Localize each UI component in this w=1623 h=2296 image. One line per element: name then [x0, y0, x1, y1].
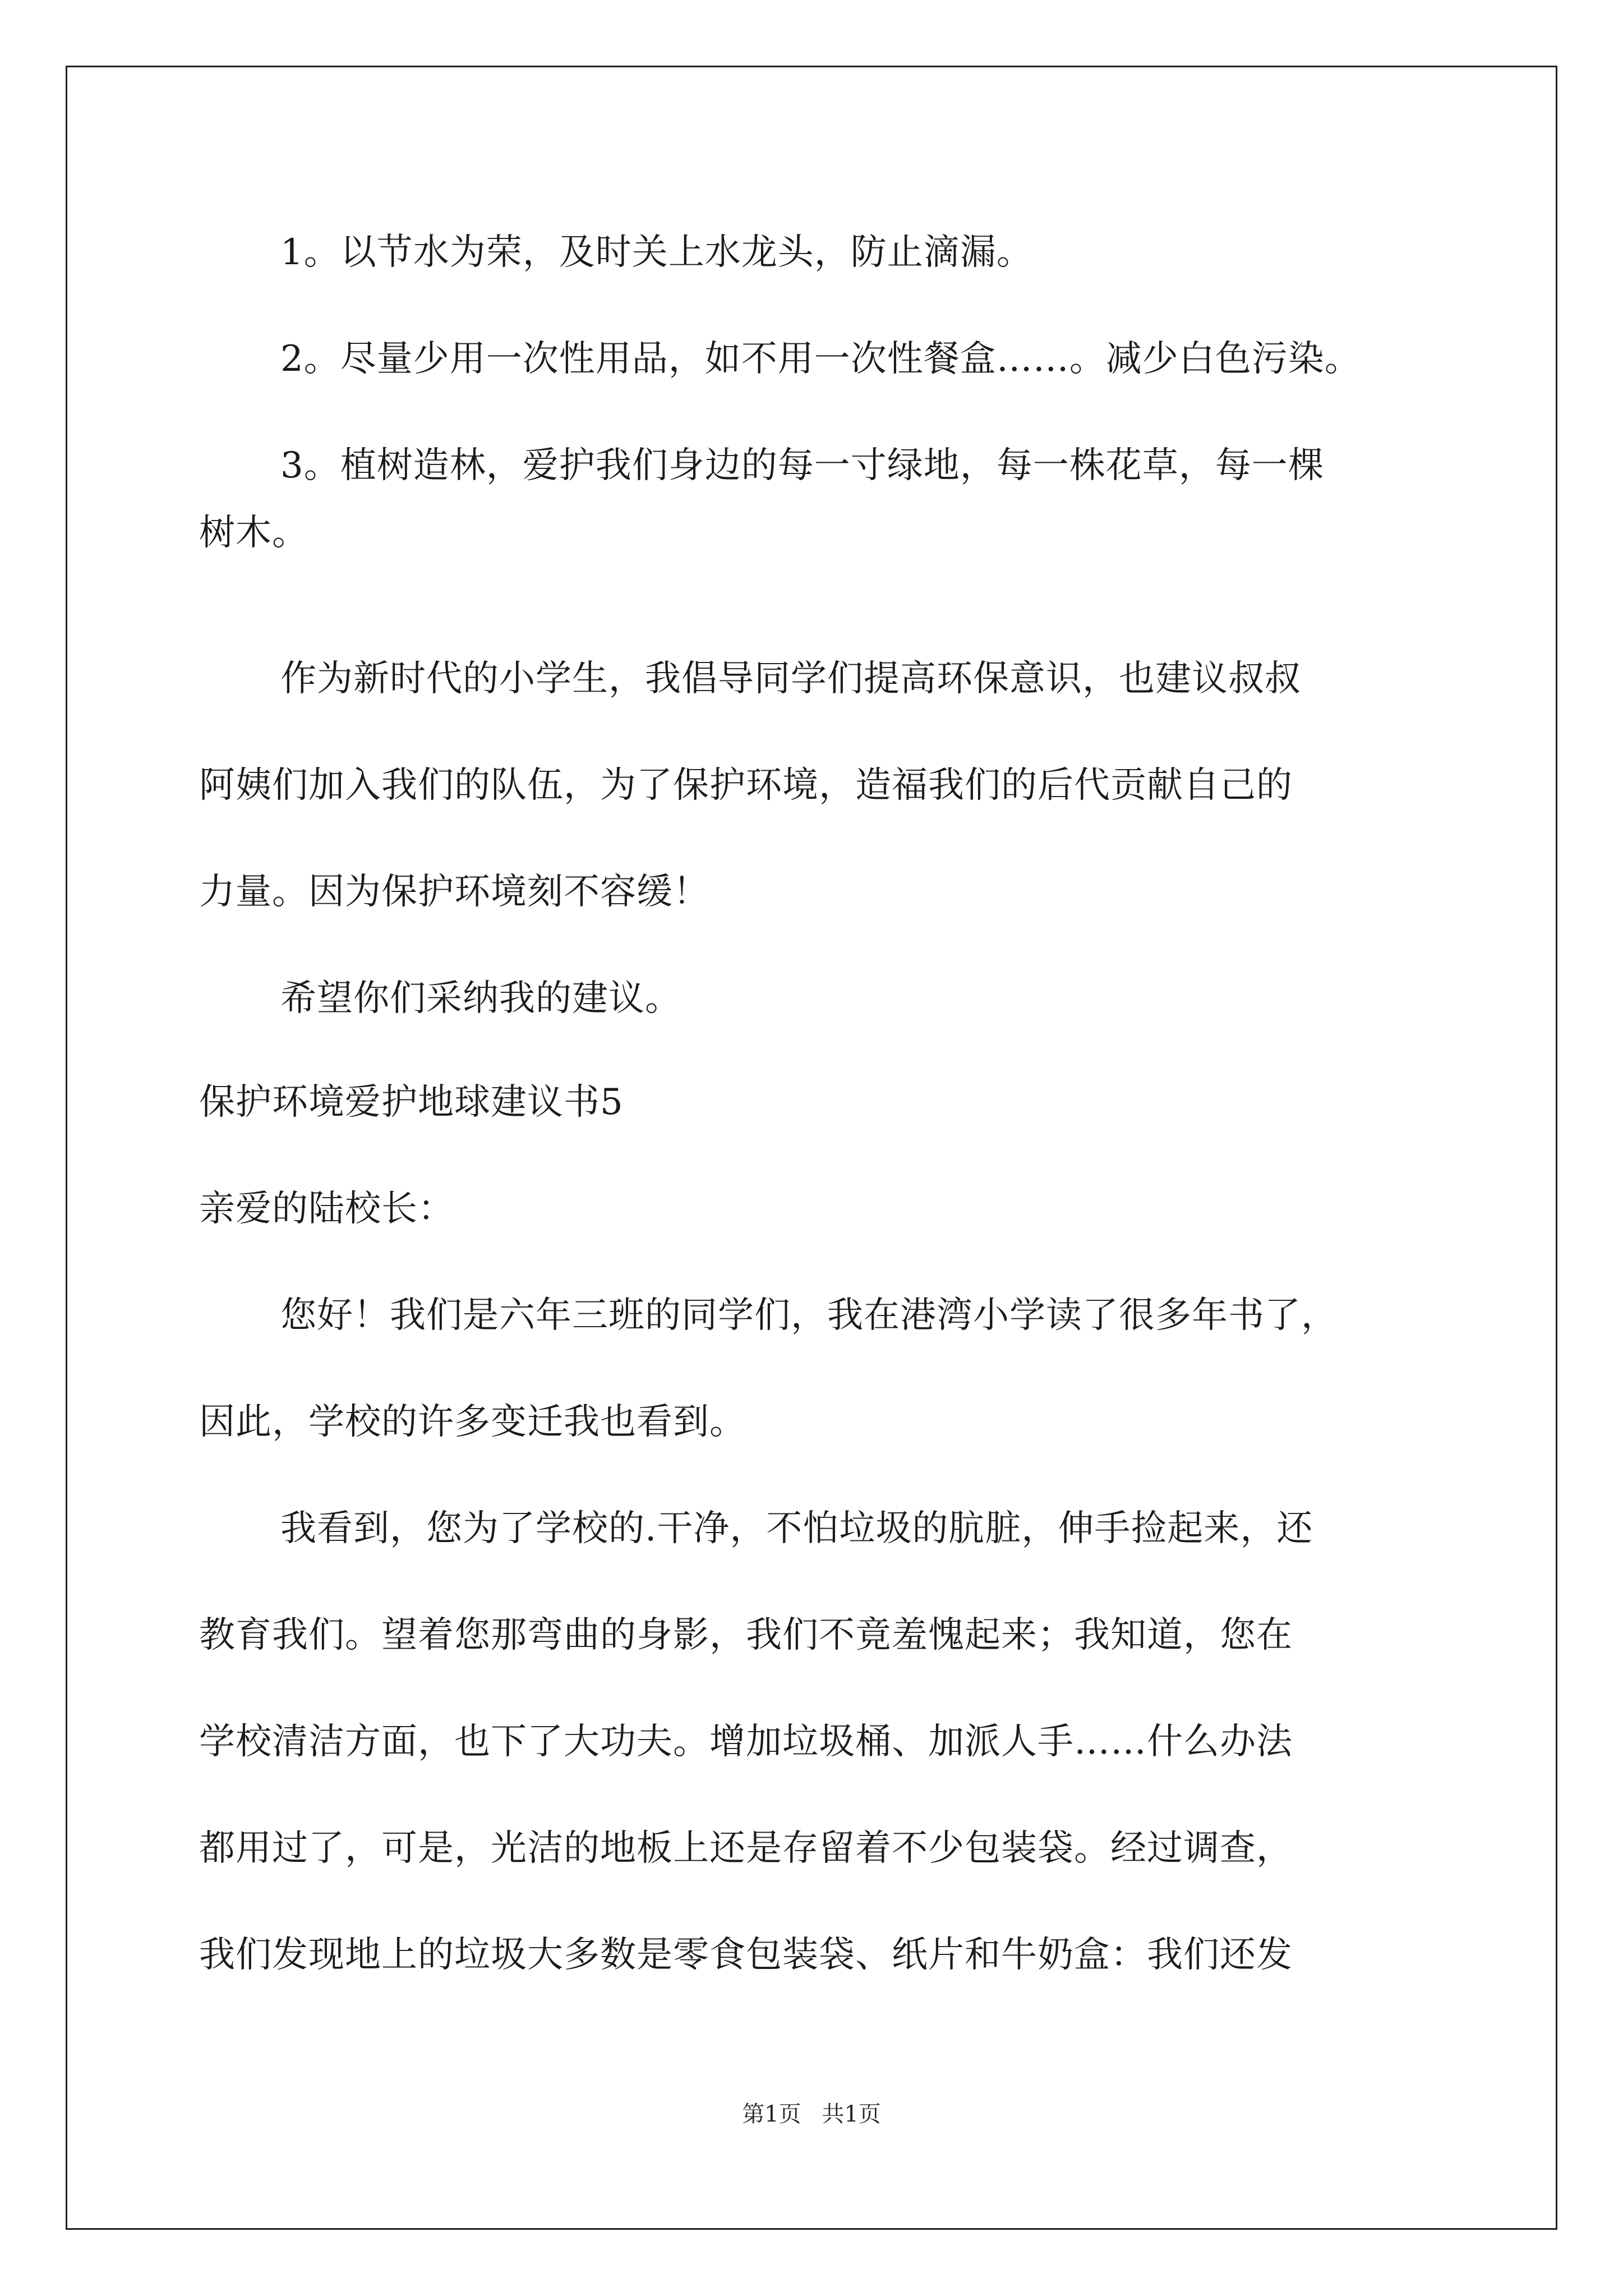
text-line: 您好！我们是六年三班的同学们，我在港湾小学读了很多年书了， — [280, 1295, 1338, 1336]
text-line: 3。植树造林，爱护我们身边的每一寸绿地，每一株花草，每一棵 — [280, 445, 1325, 486]
text-line: 作为新时代的小学生，我倡导同学们提高环保意识，也建议叔叔 — [280, 658, 1301, 700]
text-line: 都用过了，可是，光洁的地板上还是存留着不少包装袋。经过调查， — [199, 1828, 1293, 1869]
page-footer — [0, 2100, 1623, 2128]
text-line: 我们发现地上的垃圾大多数是零食包装袋、纸片和牛奶盒：我们还发 — [199, 1934, 1293, 1976]
text-line: 希望你们采纳我的建议。 — [280, 978, 681, 1019]
text-line: 学校清洁方面，也下了大功夫。增加垃圾桶、加派人手……什么办法 — [199, 1721, 1293, 1763]
text-line: 教育我们。望着您那弯曲的身影，我们不竟羞愧起来；我知道，您在 — [199, 1614, 1293, 1656]
text-line: 1。以节水为荣，及时关上水龙头，防止滴漏。 — [280, 232, 1033, 273]
section-heading: 保护环境爱护地球建议书5 — [199, 1082, 624, 1123]
text-line: 2。尽量少用一次性用品，如不用一次性餐盒……。减少白色污染。 — [280, 338, 1361, 380]
page-frame — [66, 66, 1557, 2230]
text-line: 因此，学校的许多变迁我也看到。 — [199, 1401, 746, 1443]
text-line: 我看到，您为了学校的.干净，不怕垃圾的肮脏，伸手捡起来，还 — [280, 1508, 1313, 1549]
page-total: 共1页 — [822, 2101, 881, 2127]
text-line: 树木。 — [199, 512, 308, 554]
page-number: 第1页 — [742, 2101, 801, 2127]
text-line: 力量。因为保护环境刻不容缓！ — [199, 871, 709, 913]
salutation: 亲爱的陆校长： — [199, 1188, 454, 1230]
text-line: 阿姨们加入我们的队伍，为了保护环境，造福我们的后代贡献自己的 — [199, 765, 1293, 806]
